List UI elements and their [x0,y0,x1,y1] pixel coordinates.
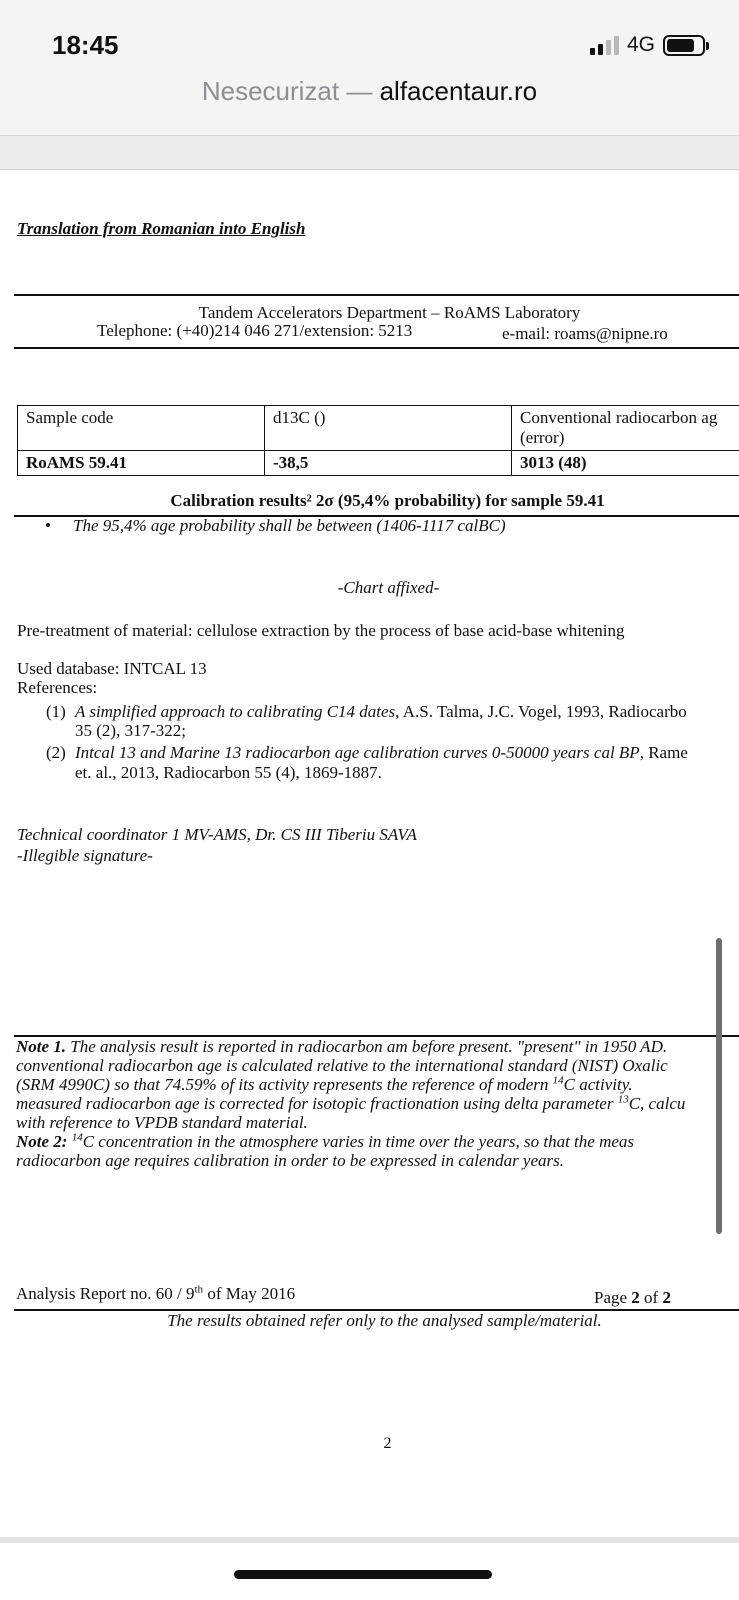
header-d13c: d13C () [265,406,512,451]
home-indicator[interactable] [234,1570,492,1579]
table-header-row [18,406,739,451]
cell-conventional-age: 3013 (48) [512,451,739,476]
address-separator: — [346,76,373,106]
analysis-report-number: Analysis Report no. 60 / 9th of May 2016 [16,1283,296,1303]
header-conventional-age-line1: Conventional radiocarbon ag [520,408,718,427]
note-2-line: radiocarbon age requires calibration in order to be expressed in calendar years. [16,1151,565,1170]
references-label: References: [17,678,98,697]
technical-coordinator: Technical coordinator 1 MV-AMS, Dr. CS III Tiberiu SAVA [17,825,417,844]
table-row [18,451,739,476]
header-conventional-age [512,406,739,451]
browser-chrome [0,0,739,136]
vertical-scrollbar[interactable] [716,938,722,1234]
reference-continuation: et. al., 2013, Radiocarbon 55 (4), 1869-1887. [75,763,382,782]
chart-affixed-note: -Chart affixed- [337,578,440,597]
note-1-line: conventional radiocarbon age is calculated relative to the international standard (NIST) Oxalic [16,1056,668,1075]
reference-title: Intcal 13 and Marine 13 radiocarbon age calibration curves 0-50000 years cal BP [75,743,640,762]
cellular-signal-icon [590,35,619,55]
network-type: 4G [626,33,655,56]
header-sample-code: Sample code [18,406,265,451]
reference-title: A simplified approach to calibrating C14 dates [75,702,396,721]
bullet-icon: • [45,516,51,535]
battery-icon [663,35,705,56]
note-1-line: measured radiocarbon age is corrected for isotopic fractionation using delta parameter $^{13}$C, calcu [16,1093,686,1113]
note-2-line: Note 2: $^{14}$C concentration in the atmosphere varies in time over the years, so that the meas [16,1131,635,1151]
reference-continuation: 35 (2), 317-322; [75,721,186,740]
bullet-item [45,516,506,536]
note-1-line: with reference to VPDB standard material. [16,1113,308,1132]
signature-note: -Illegible signature- [17,846,153,865]
page-footer-number: 2 [383,1435,392,1452]
reference-item: (2) Intcal 13 and Marine 13 radiocarbon age calibration curves 0-50000 years cal BP, Rame [46,743,688,762]
header-rule-bottom [14,347,739,349]
security-label: Nesecurizat [201,76,340,106]
note-2-label: Note 2: [16,1132,68,1151]
bullet-text: The 95,4% age probability shall be between (1406-1117 calBC) [73,516,506,535]
translation-title: Translation from Romanian into English [17,219,306,238]
note-1-line: (SRM 4990C) so that 74.59% of its activity represents the reference of modern $^{14}$C activity. [16,1074,633,1094]
address-domain: alfacentaur.ro [379,76,538,106]
database-text: Used database: INTCAL 13 [17,659,207,678]
note-1-label: Note 1. [16,1037,67,1056]
telephone: Telephone: (+40)214 046 271/extension: 5213 [97,321,413,340]
lab-name: Tandem Accelerators Department – RoAMS Laboratory [198,303,581,322]
page-indicator: Page 2 of 2 [594,1288,671,1307]
pretreatment-text: Pre-treatment of material: cellulose extraction by the process of base acid-base whitening [17,621,625,640]
header-rule-top [14,294,739,296]
page-bottom-band [0,1537,739,1543]
status-time: 18:45 [52,30,119,60]
results-disclaimer: The results obtained refer only to the analysed sample/material. [167,1311,602,1330]
calibration-title: Calibration results² 2σ (95,4% probability) for sample 59.41 [170,491,605,510]
note-1-line: Note 1. The analysis result is reported in radiocarbon am before present. "present" in 1950 AD. [16,1037,668,1056]
results-table [17,405,739,476]
cell-sample-code: RoAMS 59.41 [18,451,265,476]
header-conventional-age-line2: (error) [520,428,565,447]
document-page[interactable] [0,171,739,1541]
email: e-mail: roams@nipne.ro [502,324,668,343]
status-indicators [590,33,705,57]
cell-d13c: -38,5 [265,451,512,476]
reference-item: (1) A simplified approach to calibrating C14 dates, A.S. Talma, J.C. Vogel, 1993, Radiocarbo [46,702,687,721]
page-top-band [0,136,739,170]
address-bar[interactable] [0,76,739,107]
